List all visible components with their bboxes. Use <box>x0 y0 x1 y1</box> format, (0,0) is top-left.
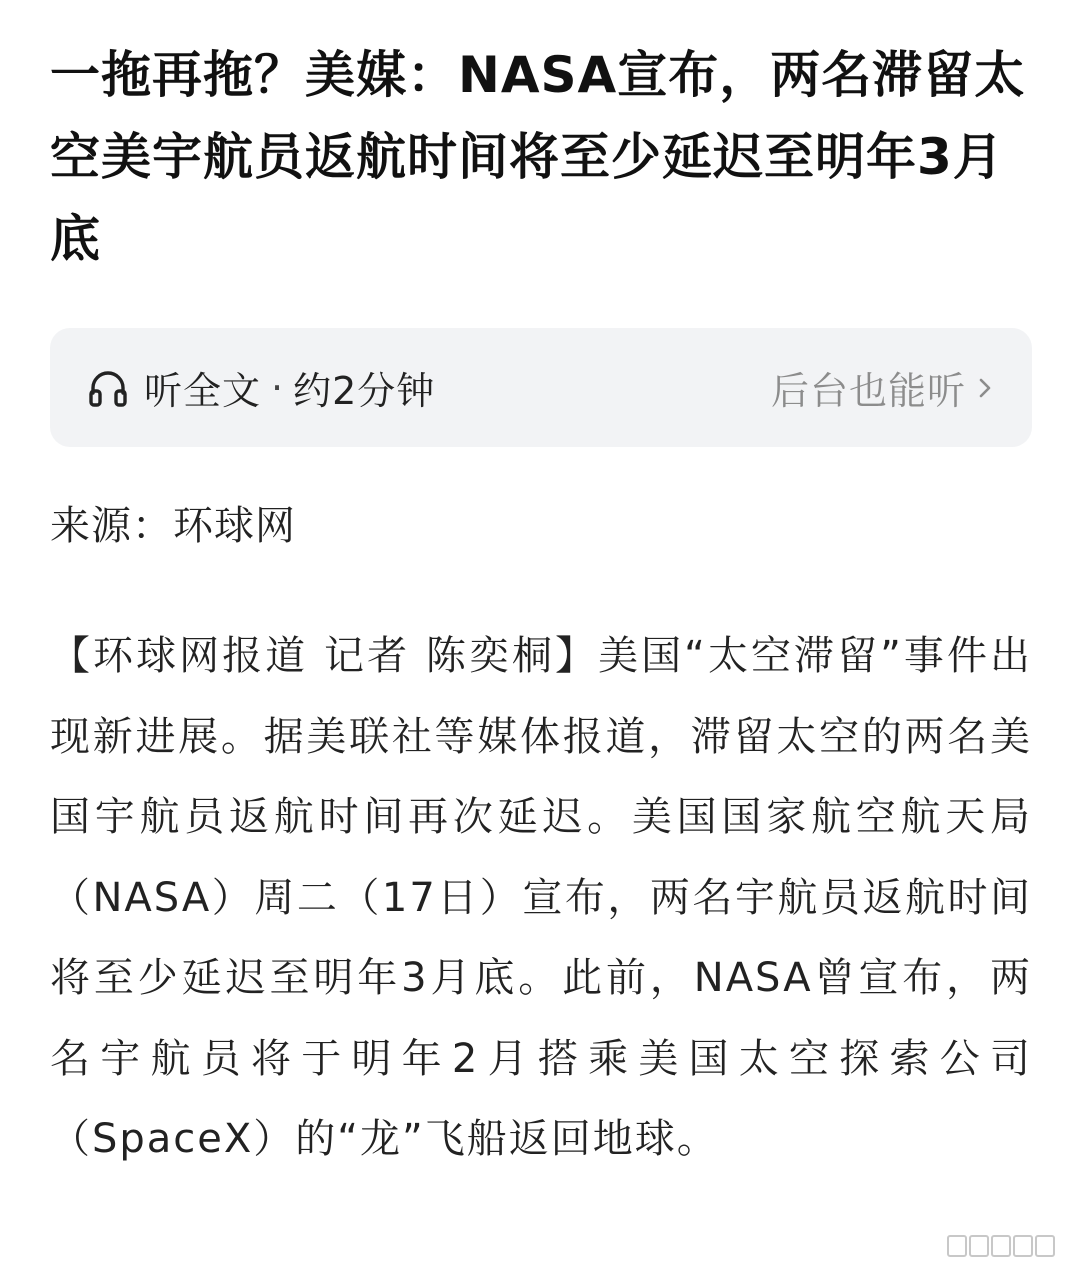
article-source: 来源：环球网 <box>50 503 296 549</box>
chevron-right-icon <box>978 375 992 401</box>
listen-duration: 约2分钟 <box>293 369 436 413</box>
background-listen-label: 后台也能听 <box>770 369 966 413</box>
listen-separator: · <box>271 365 284 410</box>
headphone-icon <box>86 366 130 410</box>
article-body-paragraph: 【环球网报道 记者 陈奕桐】美国“太空滞留”事件出现新进展。据美联社等媒体报道，滞留太空的两名美国宇航员返航时间再次延迟。美国国家航空航天局（NASA）周二（17日）宣布，两名宇航员返航时间将至少延迟至明年3月底。此前，NASA曾宣布，两名宇航员将于明年2月搭乘美国太空探索公司（SpaceX）的“龙”飞船返回地球。 <box>50 633 1032 1162</box>
listen-full-text-label: 听全文 <box>144 369 262 413</box>
watermark-icon <box>946 1230 1058 1260</box>
article-title: 一拖再拖？美媒：NASA宣布，两名滞留太空美宇航员返航时间将至少延迟至明年3月底 <box>50 46 1026 268</box>
listen-full-text-bar[interactable] <box>50 328 1032 447</box>
background-listen-link[interactable] <box>771 360 992 415</box>
